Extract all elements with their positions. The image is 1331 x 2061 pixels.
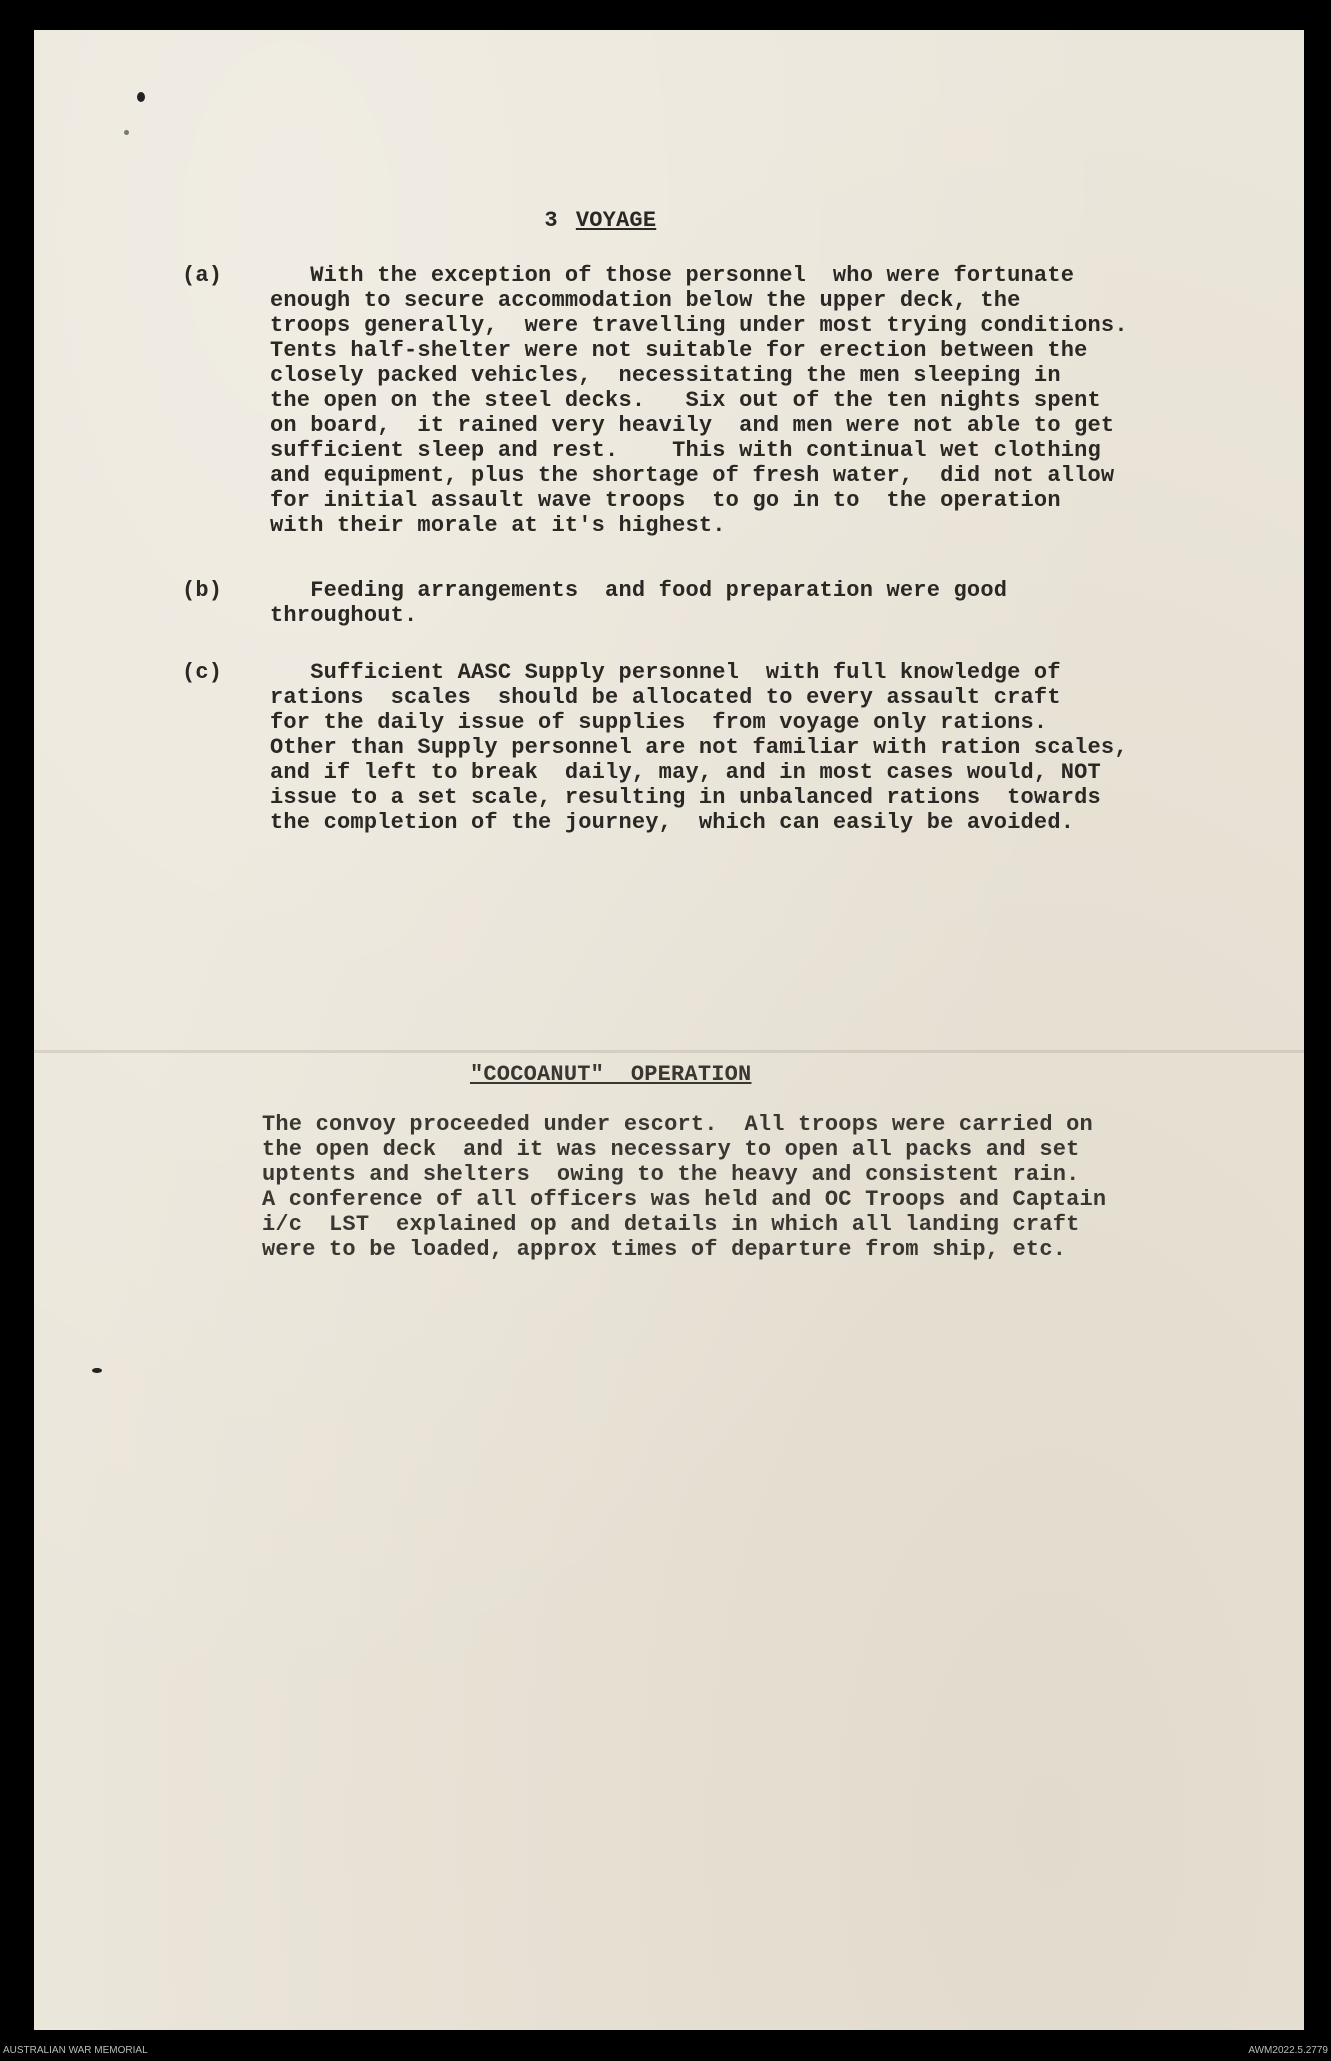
paragraph-label: (a) [182, 263, 223, 288]
paper-fold [34, 1050, 1304, 1053]
paragraph-label: (c) [182, 660, 223, 685]
ink-speck [124, 130, 129, 135]
section-heading [464, 183, 656, 258]
paragraph-body: Sufficient AASC Supply personnel with full knowledge of rations scales should be allocated to every assault craft for the daily issue of supplies from voyage only rations. Other than Supply personnel are not familiar with ration scales, and if left to break daily, may, and in most cases would, NOT issue to a set scale, resulting in unbalanced rations towards the completion of the journey, which can easily be avoided. [270, 660, 1128, 835]
ink-speck [92, 1368, 102, 1373]
paragraph-body: Feeding arrangements and food preparation were good throughout. [270, 578, 1008, 628]
operation-heading: "COCOANUT" OPERATION [470, 1062, 752, 1087]
archive-credit: AUSTRALIAN WAR MEMORIAL [3, 2045, 148, 2056]
section-number: 3 [544, 208, 558, 233]
paragraph-body: With the exception of those personnel who were fortunate enough to secure accommodation below the upper deck, the troops generally, were travelling under most trying conditions. Tents half-shelter were not suitable for erection between the closely packed vehicles, necessitating the men sleeping in the open on the steel decks. Six out of the ten nights spent on board, it rained very heavily and men were not able to get sufficient sleep and rest. This with continual wet clothing and equipment, plus the shortage of fresh water, did not allow for initial assault wave troops to go in to the operation with their morale at it's highest. [270, 263, 1128, 538]
paragraph-label: (b) [182, 578, 223, 603]
archive-reference: AWM2022.5.2779 [1248, 2045, 1328, 2056]
section-title: VOYAGE [575, 208, 657, 233]
ink-speck [137, 92, 145, 102]
operation-paragraph: The convoy proceeded under escort. All troops were carried on the open deck and it was necessary to open all packs and set uptents and shelters owing to the heavy and consistent rain. A conference of all officers was held and OC Troops and Captain i/c LST explained op and details in which all landing craft were to be loaded, approx times of departure from ship, etc. [262, 1112, 1107, 1262]
document-page [34, 30, 1304, 2030]
